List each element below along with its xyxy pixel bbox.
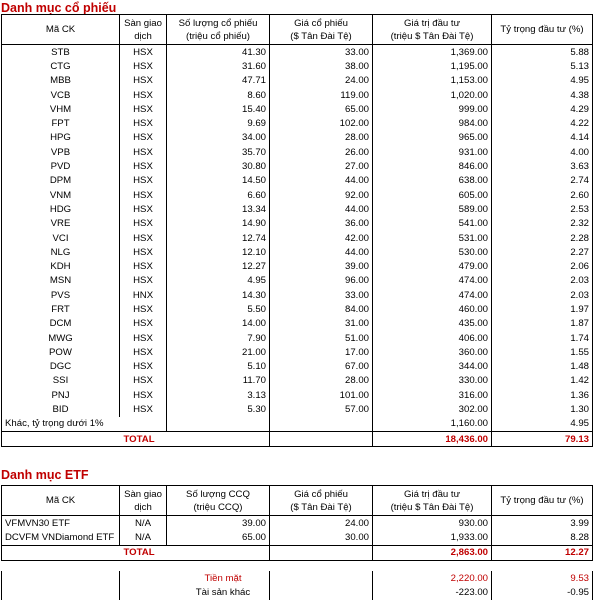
table-cell: 1.97 <box>492 302 593 316</box>
table-cell: 14.30 <box>167 288 270 302</box>
table-cell: 2.60 <box>492 188 593 202</box>
table-cell: 1,369.00 <box>373 45 492 60</box>
other-assets-row <box>2 585 593 599</box>
table-cell: 31.00 <box>270 317 373 331</box>
table-cell: 638.00 <box>373 174 492 188</box>
table-cell: HSX <box>120 188 167 202</box>
table-cell: 44.00 <box>270 174 373 188</box>
table-cell: 44.00 <box>270 245 373 259</box>
table-cell: 8.28 <box>492 530 593 545</box>
column-header-line: Sàn giao <box>124 17 162 29</box>
table-cell: 1.48 <box>492 360 593 374</box>
column-header <box>167 486 270 516</box>
table-cell: HPG <box>2 131 120 145</box>
table-cell: 931.00 <box>373 145 492 159</box>
column-header <box>373 486 492 516</box>
column-header <box>2 486 120 516</box>
table-cell: 4.38 <box>492 88 593 102</box>
table-row <box>2 231 593 245</box>
table-cell: 846.00 <box>373 159 492 173</box>
table-row <box>2 516 593 531</box>
table-cell: DGC <box>2 360 120 374</box>
table-cell: PVD <box>2 159 120 173</box>
table-cell: DCVFM VNDiamond ETF <box>2 530 120 545</box>
table-row <box>2 345 593 359</box>
table-cell: HSX <box>120 174 167 188</box>
table-row <box>2 45 593 60</box>
table-cell: HSX <box>120 217 167 231</box>
total-row <box>2 432 593 447</box>
table-cell: HSX <box>120 388 167 402</box>
table-cell: 6.60 <box>167 188 270 202</box>
column-header-line: Mã CK <box>45 495 76 506</box>
table-cell: 2.03 <box>492 274 593 288</box>
table-cell: HSX <box>120 59 167 73</box>
table-cell: 999.00 <box>373 102 492 116</box>
table-cell: HSX <box>120 374 167 388</box>
table-cell: VFMVN30 ETF <box>2 516 120 531</box>
table-cell: 531.00 <box>373 231 492 245</box>
table-cell: VHM <box>2 102 120 116</box>
other-assets-value: -223.00 <box>373 585 492 599</box>
table-cell: 14.90 <box>167 217 270 231</box>
other-assets-weight: -0.95 <box>492 585 593 599</box>
table-cell: 9.69 <box>167 116 270 130</box>
table-cell: DPM <box>2 174 120 188</box>
table-cell: HSX <box>120 331 167 345</box>
table-cell: 3.13 <box>167 388 270 402</box>
etf-table-header <box>2 486 593 516</box>
cash-row <box>2 571 593 585</box>
column-header-line: Sàn giao <box>124 488 162 500</box>
table-cell: HDG <box>2 202 120 216</box>
table-cell: 360.00 <box>373 345 492 359</box>
table-cell: 1.30 <box>492 402 593 416</box>
total-value: 2,863.00 <box>373 545 492 560</box>
column-header-line: Số lượng cổ phiếu <box>178 17 258 29</box>
table-cell: 12.27 <box>167 259 270 273</box>
table-cell: MWG <box>2 331 120 345</box>
table-cell: NLG <box>2 245 120 259</box>
table-cell: VCI <box>2 231 120 245</box>
table-cell: 1.55 <box>492 345 593 359</box>
table-cell: 1.42 <box>492 374 593 388</box>
table-cell: N/A <box>120 530 167 545</box>
other-stocks-value: 1,160.00 <box>373 417 492 432</box>
table-row <box>2 374 593 388</box>
other-assets-label: Tài sản khác <box>120 585 270 599</box>
table-cell: 2.53 <box>492 202 593 216</box>
table-cell: 4.95 <box>492 74 593 88</box>
table-cell: HSX <box>120 360 167 374</box>
table-cell: VRE <box>2 217 120 231</box>
table-cell: 330.00 <box>373 374 492 388</box>
table-row <box>2 331 593 345</box>
table-row <box>2 88 593 102</box>
table-row <box>2 245 593 259</box>
column-header-line: ($ Tân Đài Tệ) <box>290 501 352 513</box>
table-cell: HSX <box>120 116 167 130</box>
cash-weight: 9.53 <box>492 571 593 585</box>
table-cell: HSX <box>120 45 167 60</box>
table-cell: VCB <box>2 88 120 102</box>
table-cell: HSX <box>120 245 167 259</box>
table-cell: 30.00 <box>270 530 373 545</box>
column-header <box>492 486 593 516</box>
column-header <box>120 15 167 45</box>
table-cell: 35.70 <box>167 145 270 159</box>
table-cell: 96.00 <box>270 274 373 288</box>
column-header-line: Số lượng CCQ <box>186 488 250 500</box>
table-cell: 474.00 <box>373 274 492 288</box>
table-row <box>2 131 593 145</box>
total-value: 18,436.00 <box>373 432 492 447</box>
table-cell: 302.00 <box>373 402 492 416</box>
table-row <box>2 59 593 73</box>
table-cell: 47.71 <box>167 74 270 88</box>
table-cell: VPB <box>2 145 120 159</box>
table-cell: PVS <box>2 288 120 302</box>
table-cell: 474.00 <box>373 288 492 302</box>
table-cell: 1,933.00 <box>373 530 492 545</box>
table-cell: 14.00 <box>167 317 270 331</box>
table-cell: 7.90 <box>167 331 270 345</box>
table-cell: HSX <box>120 345 167 359</box>
table-cell: 589.00 <box>373 202 492 216</box>
table-cell: 57.00 <box>270 402 373 416</box>
column-header-line: (triệu CCQ) <box>193 501 243 513</box>
table-cell: 479.00 <box>373 259 492 273</box>
table-cell: 33.00 <box>270 45 373 60</box>
table-cell: HSX <box>120 102 167 116</box>
table-cell: 92.00 <box>270 188 373 202</box>
table-cell: 28.00 <box>270 131 373 145</box>
table-cell: 605.00 <box>373 188 492 202</box>
table-cell: N/A <box>120 516 167 531</box>
stock-table <box>1 14 593 447</box>
total-weight: 12.27 <box>492 545 593 560</box>
table-cell: SSI <box>2 374 120 388</box>
table-cell: 4.29 <box>492 102 593 116</box>
column-header <box>167 15 270 45</box>
total-label: TOTAL <box>120 545 270 560</box>
table-cell: 2.28 <box>492 231 593 245</box>
table-cell: HSX <box>120 317 167 331</box>
cash-label: Tiền mặt <box>120 571 270 585</box>
table-cell: 541.00 <box>373 217 492 231</box>
stock-section-title: Danh mục cổ phiếu <box>1 1 117 15</box>
table-cell: 12.74 <box>167 231 270 245</box>
table-row <box>2 145 593 159</box>
table-cell: 13.34 <box>167 202 270 216</box>
table-cell: 84.00 <box>270 302 373 316</box>
other-stocks-label: Khác, tỷ trọng dưới 1% <box>2 417 167 432</box>
table-row <box>2 402 593 416</box>
column-header-line: Mã CK <box>45 24 76 35</box>
table-cell: 5.50 <box>167 302 270 316</box>
table-row <box>2 116 593 130</box>
etf-section-title: Danh mục ETF <box>1 468 89 482</box>
table-cell: 1.74 <box>492 331 593 345</box>
table-cell: 4.14 <box>492 131 593 145</box>
table-cell: 344.00 <box>373 360 492 374</box>
table-cell: 102.00 <box>270 116 373 130</box>
table-cell: MSN <box>2 274 120 288</box>
column-header-line: (triệu cổ phiếu) <box>186 30 250 42</box>
table-row <box>2 74 593 88</box>
table-row <box>2 317 593 331</box>
column-header-line: ($ Tân Đài Tệ) <box>290 30 352 42</box>
table-cell: 4.95 <box>167 274 270 288</box>
table-cell: 3.99 <box>492 516 593 531</box>
table-cell: 930.00 <box>373 516 492 531</box>
column-header <box>270 15 373 45</box>
table-cell: HSX <box>120 231 167 245</box>
table-cell: HNX <box>120 288 167 302</box>
table-cell: 5.88 <box>492 45 593 60</box>
table-row <box>2 530 593 545</box>
column-header <box>270 486 373 516</box>
table-cell: 41.30 <box>167 45 270 60</box>
table-row <box>2 217 593 231</box>
table-cell: 24.00 <box>270 516 373 531</box>
column-header <box>120 486 167 516</box>
table-cell: 1,153.00 <box>373 74 492 88</box>
table-cell: POW <box>2 345 120 359</box>
table-cell: VNM <box>2 188 120 202</box>
table-row <box>2 174 593 188</box>
table-row <box>2 274 593 288</box>
table-cell: 14.50 <box>167 174 270 188</box>
total-row <box>2 545 593 560</box>
table-cell: 33.00 <box>270 288 373 302</box>
table-cell: 24.00 <box>270 74 373 88</box>
column-header <box>492 15 593 45</box>
table-cell: PNJ <box>2 388 120 402</box>
etf-table <box>1 485 593 561</box>
table-cell: KDH <box>2 259 120 273</box>
table-cell: 984.00 <box>373 116 492 130</box>
table-cell: 34.00 <box>167 131 270 145</box>
table-cell: 2.32 <box>492 217 593 231</box>
table-cell: 28.00 <box>270 374 373 388</box>
table-cell: DCM <box>2 317 120 331</box>
column-header-line: dịch <box>134 30 152 42</box>
table-cell: 30.80 <box>167 159 270 173</box>
table-cell: HSX <box>120 131 167 145</box>
table-cell: 36.00 <box>270 217 373 231</box>
table-cell: 15.40 <box>167 102 270 116</box>
table-cell: HSX <box>120 74 167 88</box>
table-cell: 1,020.00 <box>373 88 492 102</box>
table-cell: 5.13 <box>492 59 593 73</box>
column-header-line: Tỷ trọng đầu tư (%) <box>500 24 584 35</box>
table-cell: 4.00 <box>492 145 593 159</box>
column-header-line: (triệu $ Tân Đài Tệ) <box>390 30 474 42</box>
table-cell: 27.00 <box>270 159 373 173</box>
table-row <box>2 188 593 202</box>
table-cell: 2.06 <box>492 259 593 273</box>
other-stocks-weight: 4.95 <box>492 417 593 432</box>
table-cell: HSX <box>120 145 167 159</box>
table-cell: 101.00 <box>270 388 373 402</box>
table-cell: 1.36 <box>492 388 593 402</box>
column-header-line: dịch <box>134 501 152 513</box>
table-cell: 2.27 <box>492 245 593 259</box>
table-cell: 3.63 <box>492 159 593 173</box>
table-row <box>2 102 593 116</box>
table-cell: 67.00 <box>270 360 373 374</box>
table-cell: 4.22 <box>492 116 593 130</box>
table-row <box>2 388 593 402</box>
table-cell: 51.00 <box>270 331 373 345</box>
table-cell: 17.00 <box>270 345 373 359</box>
table-cell: MBB <box>2 74 120 88</box>
stock-table-header <box>2 15 593 45</box>
table-cell: HSX <box>120 159 167 173</box>
column-header-line: Giá trị đầu tư <box>403 488 460 500</box>
table-cell: 39.00 <box>270 259 373 273</box>
table-row <box>2 288 593 302</box>
table-row <box>2 259 593 273</box>
table-cell: 38.00 <box>270 59 373 73</box>
total-label: TOTAL <box>120 432 270 447</box>
table-row <box>2 202 593 216</box>
table-cell: HSX <box>120 402 167 416</box>
table-row <box>2 159 593 173</box>
table-cell: 1.87 <box>492 317 593 331</box>
table-cell: HSX <box>120 259 167 273</box>
table-cell: STB <box>2 45 120 60</box>
table-cell: 460.00 <box>373 302 492 316</box>
column-header <box>373 15 492 45</box>
table-cell: 21.00 <box>167 345 270 359</box>
table-cell: 5.10 <box>167 360 270 374</box>
table-cell: 119.00 <box>270 88 373 102</box>
table-cell: CTG <box>2 59 120 73</box>
table-cell: 11.70 <box>167 374 270 388</box>
table-cell: 965.00 <box>373 131 492 145</box>
table-cell: 435.00 <box>373 317 492 331</box>
table-cell: 39.00 <box>167 516 270 531</box>
table-cell: 42.00 <box>270 231 373 245</box>
table-cell: HSX <box>120 88 167 102</box>
column-header-line: Giá trị đầu tư <box>403 17 460 29</box>
table-cell: FRT <box>2 302 120 316</box>
cash-value: 2,220.00 <box>373 571 492 585</box>
column-header-line: (triệu $ Tân Đài Tệ) <box>390 501 474 513</box>
table-cell: 530.00 <box>373 245 492 259</box>
table-cell: 2.74 <box>492 174 593 188</box>
table-cell: 44.00 <box>270 202 373 216</box>
table-cell: BID <box>2 402 120 416</box>
column-header <box>2 15 120 45</box>
table-cell: 1,195.00 <box>373 59 492 73</box>
table-cell: HSX <box>120 302 167 316</box>
table-cell: 5.30 <box>167 402 270 416</box>
table-row <box>2 302 593 316</box>
total-weight: 79.13 <box>492 432 593 447</box>
summary-table <box>1 571 593 600</box>
table-cell: 12.10 <box>167 245 270 259</box>
table-cell: 8.60 <box>167 88 270 102</box>
column-header-line: Giá cổ phiếu <box>294 488 348 500</box>
table-cell: FPT <box>2 116 120 130</box>
table-cell: 31.60 <box>167 59 270 73</box>
table-row <box>2 360 593 374</box>
column-header-line: Giá cổ phiếu <box>294 17 348 29</box>
table-cell: 26.00 <box>270 145 373 159</box>
table-cell: 406.00 <box>373 331 492 345</box>
column-header-line: Tỷ trọng đầu tư (%) <box>500 495 584 506</box>
table-cell: 65.00 <box>270 102 373 116</box>
table-cell: HSX <box>120 274 167 288</box>
table-cell: HSX <box>120 202 167 216</box>
table-cell: 65.00 <box>167 530 270 545</box>
other-stocks-row <box>2 417 593 432</box>
table-cell: 316.00 <box>373 388 492 402</box>
table-cell: 2.03 <box>492 288 593 302</box>
